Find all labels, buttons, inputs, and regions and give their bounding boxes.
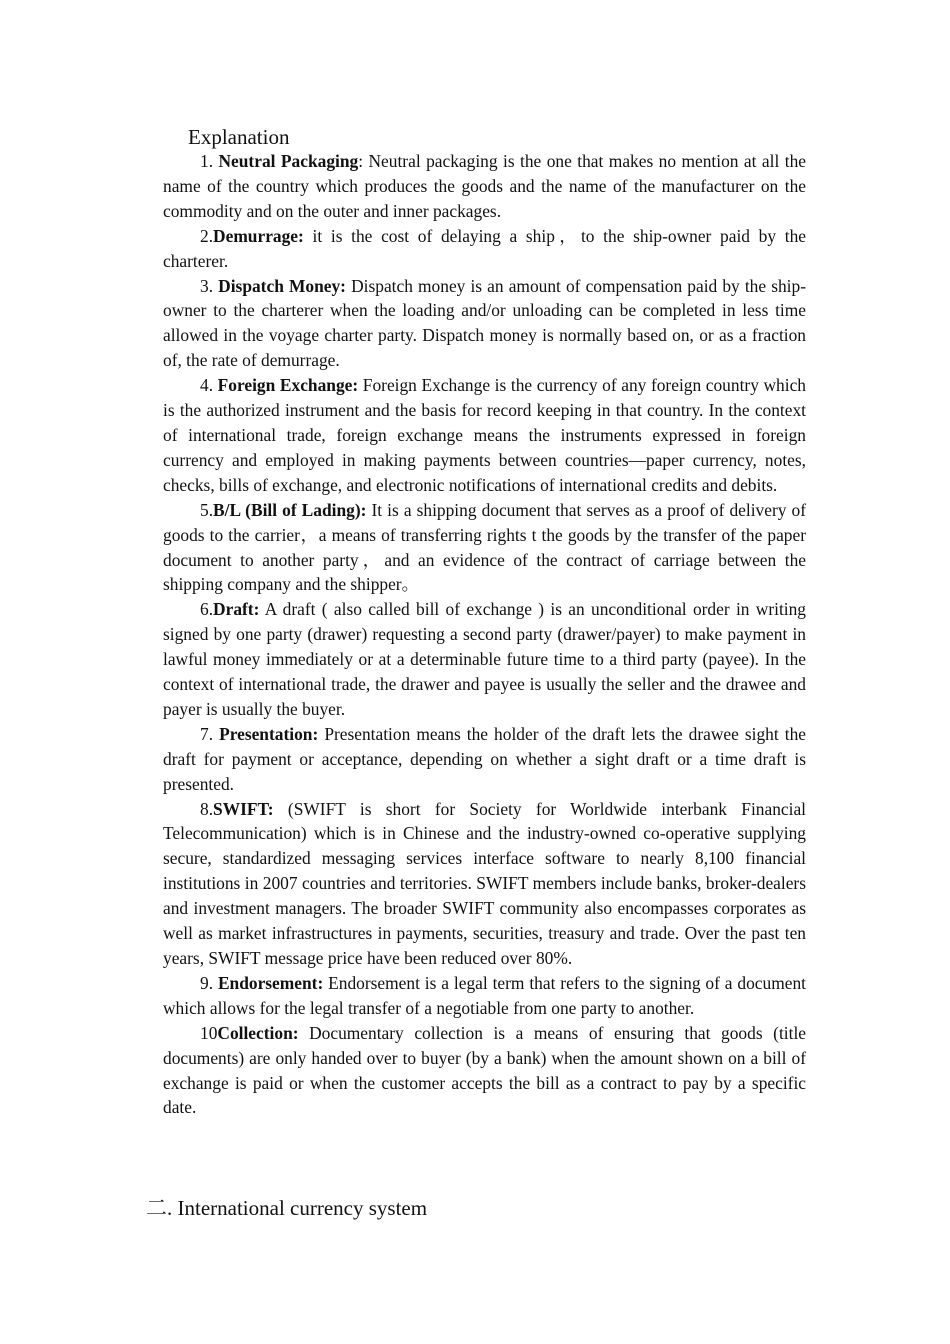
definition-text: it is the cost of delaying a ship，to the ship-owner paid by the charterer. xyxy=(163,225,806,271)
term-label: B/L (Bill of Lading): xyxy=(213,499,367,520)
list-item: 5.B/L (Bill of Lading): It is a shipping document that serves as a proof of delivery of goods to the carrier，a means of transferring rights t the goods by the transfer of the paper document to another party，and an evidence of the contract of carriage between the shipping company and the shipper。 xyxy=(163,499,806,595)
term-label: Draft: xyxy=(213,599,260,620)
term-label: Endorsement: xyxy=(217,972,324,993)
term-label: Demurrage: xyxy=(213,225,304,246)
term-label: Foreign Exchange: xyxy=(217,375,359,396)
definition-text: Presentation means the holder of the draft lets the drawee sight the draft for payment or acceptance, depending on whether a sight draft or a time draft is presented. xyxy=(163,723,806,794)
section-heading: 二. International currency system xyxy=(146,1196,428,1220)
list-item: 9. Endorsement: Endorsement is a legal term that refers to the signing of a document which allows for the legal transfer of a negotiable from one party to another. xyxy=(163,972,806,1018)
term-label: Presentation: xyxy=(219,723,319,744)
term-label: SWIFT: xyxy=(213,798,274,819)
list-item: 7. Presentation: Presentation means the holder of the draft lets the drawee sight the draft for payment or acceptance, depending on whether a sight draft or a time draft is presented. xyxy=(163,723,806,794)
definition-text: Neutral packaging is the one that makes no mention at all the name of the country which produces the goods and the name of the manufacturer on the commodity and on the outer and inner packages. xyxy=(163,151,806,221)
list-item: 6.Draft: A draft ( also called bill of exchange ) is an unconditional order in writing signed by one party (drawer) requesting a second party (drawer/payer) to make payment in lawful money immediately or at a determinable future time to a third party (payee). In the context of international trade, the drawer and payee is usually the seller and the drawee and payer is usually the buyer. xyxy=(163,599,807,719)
list-item: 2.Demurrage: it is the cost of delaying a ship，to the ship-owner paid by the charterer. xyxy=(163,225,806,271)
explanation-list xyxy=(163,149,806,1120)
term-label: Collection: xyxy=(217,1022,299,1043)
list-item: 10Collection: Documentary collection is a means of ensuring that goods (title documents) are only handed over to buyer (by a bank) when the amount shown on a bill of exchange is paid or when the customer accepts the bill as a contract to pay by a specific date. xyxy=(163,1022,806,1118)
definition-text: Endorsement is a legal term that refers to the signing of a document which allows for the legal transfer of a negotiable from one party to another. xyxy=(163,972,806,1018)
definition-text: Foreign Exchange is the currency of any foreign country which is the authorized instrument and the basis for record keeping in that country. In the context of international trade, foreign exchange means the instruments expressed in foreign currency and employed in making payments between countries—paper currency, notes, checks, bills of exchange, and electronic notifications of international credits and debits. xyxy=(163,375,806,495)
list-item: 1. Neutral Packaging: Neutral packaging is the one that makes no mention at all the name of the country which produces the goods and the name of the manufacturer on the commodity and on the outer and inner packages. xyxy=(163,151,806,221)
definition-text: A draft ( also called bill of exchange ) is an unconditional order in writing signed by one party (drawer) requesting a second party (drawer/payer) to make payment in lawful money immediately or at a determinable future time to a third party (payee). In the context of international trade, the drawer and payee is usually the seller and the drawee and payer is usually the buyer. xyxy=(163,599,807,719)
term-label: Neutral Packaging xyxy=(218,151,359,171)
term-label: Dispatch Money: xyxy=(218,275,346,296)
definition-text: It is a shipping document that serves as a proof of delivery of goods to the carrier，a means of transferring rights t the goods by the transfer of the paper document to another party，and an evidence of the contract of carriage between the shipping company and the shipper。 xyxy=(163,499,806,595)
definition-text: (SWIFT is short for Society for Worldwide interbank Financial Telecommunication) which is in Chinese and the industry-owned co-operative supplying secure, standardized messaging services interface software to nearly 8,100 financial institutions in 2007 countries and territories. SWIFT members include banks, broker-dealers and investment managers. The broader SWIFT community also encompasses corporates as well as market infrastructures in payments, securities, treasury and trade. Over the past ten years, SWIFT message price have been reduced over 80%. xyxy=(163,798,806,968)
explanation-heading: Explanation xyxy=(188,125,290,149)
list-item: 4. Foreign Exchange: Foreign Exchange is the currency of any foreign country which is the authorized instrument and the basis for record keeping in that country. In the context of international trade, foreign exchange means the instruments expressed in foreign currency and employed in making payments between countries—paper currency, notes, checks, bills of exchange, and electronic notifications of international credits and debits. xyxy=(163,375,806,495)
definition-text: Documentary collection is a means of ensuring that goods (title documents) are only handed over to buyer (by a bank) when the amount shown on a bill of exchange is paid or when the customer accepts the bill as a contract to pay by a specific date. xyxy=(163,1022,806,1118)
list-item: 8.SWIFT: (SWIFT is short for Society for Worldwide interbank Financial Telecommunication) which is in Chinese and the industry-owned co-operative supplying secure, standardized messaging services interface software to nearly 8,100 financial institutions in 2007 countries and territories. SWIFT members include banks, broker-dealers and investment managers. The broader SWIFT community also encompasses corporates as well as market infrastructures in payments, securities, treasury and trade. Over the past ten years, SWIFT message price have been reduced over 80%. xyxy=(163,798,806,968)
definition-text: Dispatch money is an amount of compensation paid by the ship-owner to the charterer when the loading and/or unloading can be completed in less time allowed in the voyage charter party. Dispatch money is normally based on, or as a fraction of, the rate of demurrage. xyxy=(163,275,806,371)
list-item: 3. Dispatch Money: Dispatch money is an amount of compensation paid by the ship-owner to the charterer when the loading and/or unloading can be completed in less time allowed in the voyage charter party. Dispatch money is normally based on, or as a fraction of, the rate of demurrage. xyxy=(163,275,806,371)
